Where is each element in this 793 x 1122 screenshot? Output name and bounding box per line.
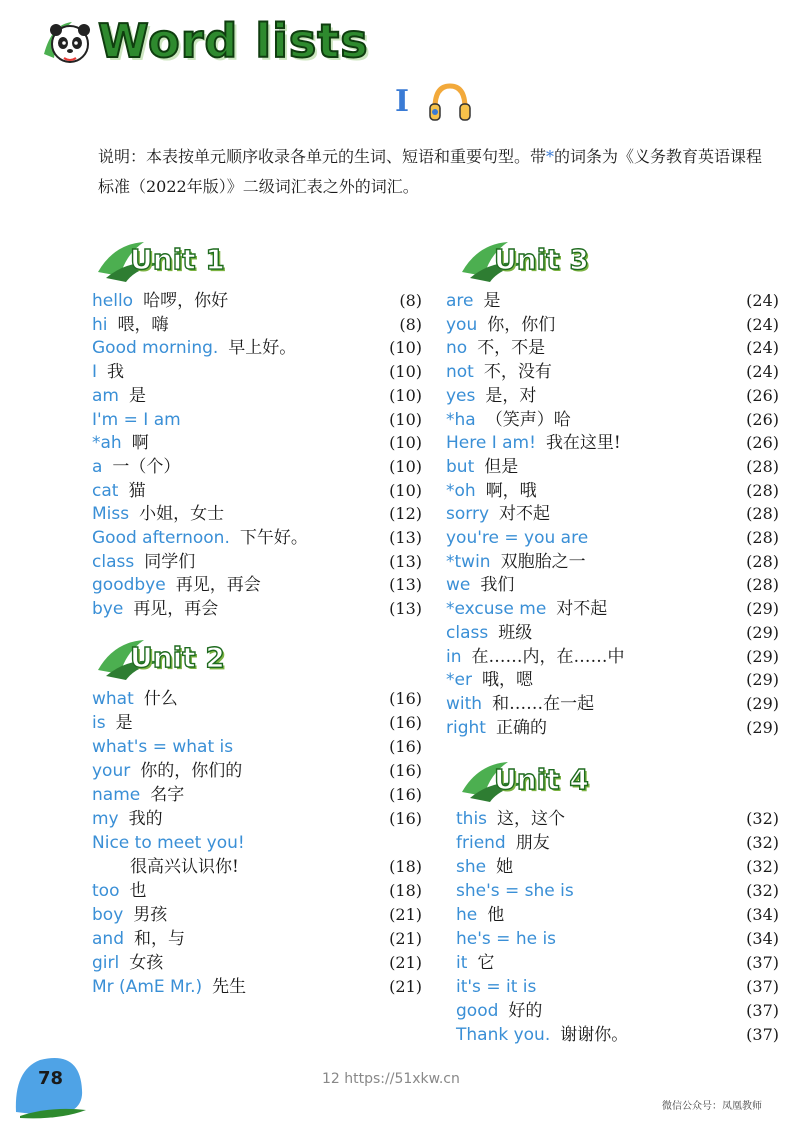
entry-page-ref: (26) xyxy=(746,409,779,429)
entry-chinese: 不，不是 xyxy=(477,338,546,359)
entry-english: and xyxy=(92,929,124,949)
entry-chinese: 她 xyxy=(496,857,514,877)
entry-chinese: 对不起 xyxy=(499,504,550,525)
word-entry xyxy=(456,1023,779,1047)
entry-page-ref: (32) xyxy=(746,809,779,828)
entry-chinese: 是，对 xyxy=(485,385,537,406)
entry-english: she's = she is xyxy=(456,881,574,901)
word-entry xyxy=(92,879,422,903)
headphones-icon xyxy=(427,80,473,126)
note-text-after: 的词条为《义务教育英语课程标准（2022年版）》二级词汇表之外的词汇。 xyxy=(98,147,763,196)
entry-page-ref: (12) xyxy=(389,504,422,524)
word-entry xyxy=(446,455,779,479)
entry-english: class xyxy=(92,551,135,572)
entry-chinese: 也 xyxy=(129,881,147,901)
entry-page-ref: (10) xyxy=(389,433,422,453)
entry-chinese: 同学们 xyxy=(144,551,196,572)
word-entry xyxy=(446,645,779,669)
entry-chinese: 它 xyxy=(477,953,495,973)
entry-page-ref: (10) xyxy=(389,385,422,405)
word-entry xyxy=(446,716,779,740)
word-entry xyxy=(446,479,779,503)
entry-page-ref: (32) xyxy=(746,857,779,876)
entry-page-ref: (28) xyxy=(746,575,779,595)
entry-english: goodbye xyxy=(92,575,166,596)
unit-label: Unit 2 xyxy=(130,641,225,674)
entry-english: hello xyxy=(92,291,134,311)
entry-chinese: 名字 xyxy=(150,785,185,805)
entry-chinese: 我的 xyxy=(128,809,163,829)
word-entry xyxy=(446,502,779,526)
word-entry xyxy=(446,384,779,408)
entry-chinese: 他 xyxy=(487,905,505,925)
word-entry xyxy=(92,502,422,526)
entry-english: *twin xyxy=(446,551,491,572)
entry-page-ref: (16) xyxy=(389,785,422,804)
entry-chinese: 在……内，在……中 xyxy=(471,646,625,667)
entry-chinese: 朋友 xyxy=(515,833,550,853)
entry-english: girl xyxy=(92,953,120,973)
entry-english: is xyxy=(92,713,106,733)
entry-english: *er xyxy=(446,670,472,691)
word-entry xyxy=(92,687,422,711)
entry-page-ref: (10) xyxy=(389,362,422,382)
entry-page-ref: (37) xyxy=(746,1025,779,1044)
word-entry xyxy=(456,807,779,831)
word-entry xyxy=(92,431,422,455)
page-header xyxy=(38,6,378,76)
entry-english: you're = you are xyxy=(446,528,589,548)
entry-chinese: 再见，再会 xyxy=(133,599,219,620)
unit-label: Unit 1 xyxy=(130,243,225,276)
word-entry xyxy=(446,621,779,645)
entry-chinese: 是 xyxy=(115,713,133,733)
entry-english: right xyxy=(446,717,486,738)
word-entry xyxy=(456,951,779,975)
entry-page-ref: (16) xyxy=(389,809,422,828)
entry-english: *oh xyxy=(446,480,476,501)
entry-chinese: 但是 xyxy=(484,456,519,477)
entry-chinese: 哦，嗯 xyxy=(481,670,533,691)
unit-heading-3 xyxy=(460,238,640,284)
entry-english: Here I am! xyxy=(446,433,536,454)
entry-page-ref: (26) xyxy=(746,433,779,453)
entry-chinese: 和，与 xyxy=(133,929,185,949)
word-entry xyxy=(446,431,779,455)
entry-english: hi xyxy=(92,314,108,335)
word-entry xyxy=(446,336,779,360)
entry-page-ref: (37) xyxy=(746,1001,779,1020)
word-entry xyxy=(92,903,422,927)
entry-page-ref: (10) xyxy=(389,338,422,358)
entry-english: *ah xyxy=(92,433,122,454)
entry-english: Good morning. xyxy=(92,338,219,359)
entry-english: you xyxy=(446,314,478,335)
entry-chinese: 男孩 xyxy=(133,905,168,925)
page-title: Word lists xyxy=(98,14,369,68)
word-entry xyxy=(92,360,422,384)
word-entry xyxy=(446,289,779,313)
word-entry xyxy=(92,526,422,550)
entry-english: we xyxy=(446,575,471,596)
word-entry xyxy=(92,759,422,783)
entry-english: cat xyxy=(92,480,119,501)
entry-chinese: 啊 xyxy=(131,433,149,454)
word-entry xyxy=(92,384,422,408)
entry-english: class xyxy=(446,622,489,643)
panda-icon xyxy=(42,14,92,70)
entry-page-ref: (29) xyxy=(746,622,779,642)
entry-chinese: 和……在一起 xyxy=(492,693,595,714)
entry-english: name xyxy=(92,785,141,805)
word-entry xyxy=(92,927,422,951)
entry-page-ref: (13) xyxy=(389,551,422,571)
entry-chinese: 对不起 xyxy=(556,599,608,620)
entry-page-ref: (13) xyxy=(389,575,422,595)
entry-english: my xyxy=(92,809,119,829)
entry-page-ref: (32) xyxy=(746,833,779,852)
entry-english: in xyxy=(446,646,462,667)
word-entry xyxy=(92,479,422,503)
unit-heading-2 xyxy=(96,636,276,682)
entry-english: he's = he is xyxy=(456,929,557,949)
note-star: * xyxy=(546,147,555,166)
entry-page-ref: (34) xyxy=(746,929,779,948)
entry-page-ref: (16) xyxy=(389,761,422,780)
word-entry xyxy=(446,526,779,550)
entry-english: it's = it is xyxy=(456,977,537,997)
entry-english: *ha xyxy=(446,409,476,430)
entry-english: a xyxy=(92,456,103,477)
entry-chinese: 这，这个 xyxy=(497,809,566,829)
word-entry xyxy=(92,550,422,574)
entry-page-ref: (8) xyxy=(399,314,422,334)
entry-english: he xyxy=(456,905,478,925)
entry-chinese: 不，没有 xyxy=(483,362,552,383)
word-entry xyxy=(446,313,779,337)
unit-heading-1 xyxy=(96,238,276,284)
word-entry xyxy=(456,927,779,951)
entry-page-ref: (28) xyxy=(746,504,779,524)
entry-page-ref: (21) xyxy=(389,905,422,924)
entry-english: am xyxy=(92,385,119,406)
entry-chinese: 我在这里! xyxy=(545,433,621,454)
word-entry xyxy=(92,597,422,621)
entry-page-ref: (29) xyxy=(746,646,779,666)
credit-text: 微信公众号：凤凰教师 xyxy=(662,1101,762,1112)
unit-heading-4 xyxy=(460,758,640,804)
word-entry xyxy=(92,783,422,807)
entry-english: boy xyxy=(92,905,124,925)
word-entry xyxy=(92,313,422,337)
entry-chinese: 我们 xyxy=(480,575,515,596)
word-entry xyxy=(92,408,422,432)
entry-english: Good afternoon. xyxy=(92,528,230,548)
entry-page-ref: (16) xyxy=(389,737,422,756)
entry-chinese: 你的，你们的 xyxy=(140,761,243,781)
page-number: 78 xyxy=(38,1068,64,1089)
word-entry xyxy=(446,668,779,692)
entry-page-ref: (10) xyxy=(389,409,422,429)
section-numeral: I xyxy=(395,84,410,119)
word-entry xyxy=(92,951,422,975)
word-entry xyxy=(92,735,422,759)
entry-english: I xyxy=(92,362,98,383)
entry-page-ref: (24) xyxy=(746,291,779,310)
entry-page-ref: (21) xyxy=(389,929,422,948)
entry-chinese: 早上好。 xyxy=(228,338,297,359)
entry-english: what's = what is xyxy=(92,737,234,757)
entry-english: are xyxy=(446,291,474,311)
instruction-note xyxy=(98,142,768,202)
entry-english: no xyxy=(446,338,468,359)
word-entry xyxy=(446,360,779,384)
entry-page-ref: (10) xyxy=(389,480,422,500)
word-entry xyxy=(92,455,422,479)
entry-chinese: 下午好。 xyxy=(239,528,308,548)
entry-page-ref: (18) xyxy=(389,857,422,876)
word-entry xyxy=(446,573,779,597)
entry-page-ref: (24) xyxy=(746,362,779,382)
entry-page-ref: (21) xyxy=(389,953,422,972)
word-entry xyxy=(446,692,779,716)
entry-chinese: 你，你们 xyxy=(487,314,556,335)
word-entry xyxy=(456,855,779,879)
entry-english: she xyxy=(456,857,487,877)
word-entry xyxy=(456,975,779,999)
entry-chinese: 我 xyxy=(107,362,125,383)
entry-chinese: 什么 xyxy=(143,689,178,709)
unit-label: Unit 3 xyxy=(494,243,589,276)
entry-page-ref: (21) xyxy=(389,977,422,996)
entry-chinese: 是 xyxy=(483,291,501,311)
entry-english: sorry xyxy=(446,504,489,525)
word-entry xyxy=(456,879,779,903)
word-entry xyxy=(92,975,422,999)
unit-label: Unit 4 xyxy=(494,763,589,796)
entry-chinese: 班级 xyxy=(498,622,533,643)
entry-english: yes xyxy=(446,385,476,406)
entry-english: it xyxy=(456,953,468,973)
entry-english: what xyxy=(92,689,134,709)
entry-chinese: 先生 xyxy=(212,977,247,997)
entry-english: bye xyxy=(92,599,124,620)
entry-page-ref: (28) xyxy=(746,528,779,547)
entry-english: Miss xyxy=(92,504,130,525)
entry-page-ref: (24) xyxy=(746,314,779,334)
word-entry xyxy=(92,289,422,313)
entry-page-ref: (18) xyxy=(389,881,422,900)
entry-page-ref: (37) xyxy=(746,953,779,972)
entry-english: your xyxy=(92,761,131,781)
word-entry xyxy=(456,999,779,1023)
entry-english: *excuse me xyxy=(446,599,547,620)
watermark: 12 https://51xkw.cn xyxy=(322,1071,460,1087)
entry-chinese: 啊，哦 xyxy=(485,480,537,501)
entry-page-ref: (8) xyxy=(399,291,422,310)
entry-chinese: （笑声）哈 xyxy=(485,409,571,430)
entry-english: Mr (AmE Mr.) xyxy=(92,977,203,997)
word-entry xyxy=(92,573,422,597)
entry-chinese: 哈啰，你好 xyxy=(143,291,229,311)
word-entry xyxy=(456,831,779,855)
entry-english: not xyxy=(446,362,474,383)
entry-chinese: 好的 xyxy=(508,1001,543,1021)
word-entry xyxy=(92,831,422,855)
entry-english: but xyxy=(446,456,475,477)
entry-english: Nice to meet you! xyxy=(92,833,245,853)
word-entry xyxy=(92,807,422,831)
entry-chinese: 猫 xyxy=(128,480,146,501)
word-entry xyxy=(92,711,422,735)
entry-chinese: 再见，再会 xyxy=(175,575,261,596)
entry-chinese: 双胞胎之一 xyxy=(500,551,586,572)
entry-page-ref: (10) xyxy=(389,456,422,476)
entry-chinese: 小姐，女士 xyxy=(139,504,225,525)
entry-chinese: 女孩 xyxy=(129,953,164,973)
entry-page-ref: (28) xyxy=(746,456,779,476)
entry-chinese: 谢谢你。 xyxy=(560,1025,629,1045)
entry-page-ref: (34) xyxy=(746,905,779,924)
entry-chinese: 很高兴认识你! xyxy=(130,857,239,877)
entry-page-ref: (13) xyxy=(389,528,422,547)
entry-page-ref: (13) xyxy=(389,599,422,619)
entry-page-ref: (29) xyxy=(746,599,779,619)
entry-chinese: 一（个） xyxy=(112,456,181,477)
entry-page-ref: (24) xyxy=(746,338,779,358)
entry-page-ref: (16) xyxy=(389,713,422,732)
entry-english: this xyxy=(456,809,488,829)
entry-chinese: 是 xyxy=(128,385,146,406)
entry-chinese: 喂，嗨 xyxy=(117,314,169,335)
note-text-before: 说明：本表按单元顺序收录各单元的生词、短语和重要句型。带 xyxy=(98,147,547,166)
entry-page-ref: (26) xyxy=(746,385,779,405)
word-entry xyxy=(92,855,422,879)
entry-page-ref: (29) xyxy=(746,717,779,737)
entry-english: good xyxy=(456,1001,499,1021)
entry-page-ref: (29) xyxy=(746,670,779,690)
entry-chinese: 正确的 xyxy=(495,717,547,738)
entry-english: Thank you. xyxy=(456,1025,551,1045)
entry-page-ref: (29) xyxy=(746,693,779,713)
word-entry xyxy=(92,336,422,360)
entry-english: friend xyxy=(456,833,506,853)
entry-page-ref: (37) xyxy=(746,977,779,996)
word-entry xyxy=(456,903,779,927)
entry-english: with xyxy=(446,693,483,714)
entry-page-ref: (28) xyxy=(746,480,779,500)
entry-page-ref: (16) xyxy=(389,689,422,708)
word-entry xyxy=(446,408,779,432)
word-entry xyxy=(446,550,779,574)
entry-page-ref: (28) xyxy=(746,551,779,571)
entry-english: too xyxy=(92,881,120,901)
entry-page-ref: (32) xyxy=(746,881,779,900)
entry-english: I'm = I am xyxy=(92,409,181,430)
word-entry xyxy=(446,597,779,621)
